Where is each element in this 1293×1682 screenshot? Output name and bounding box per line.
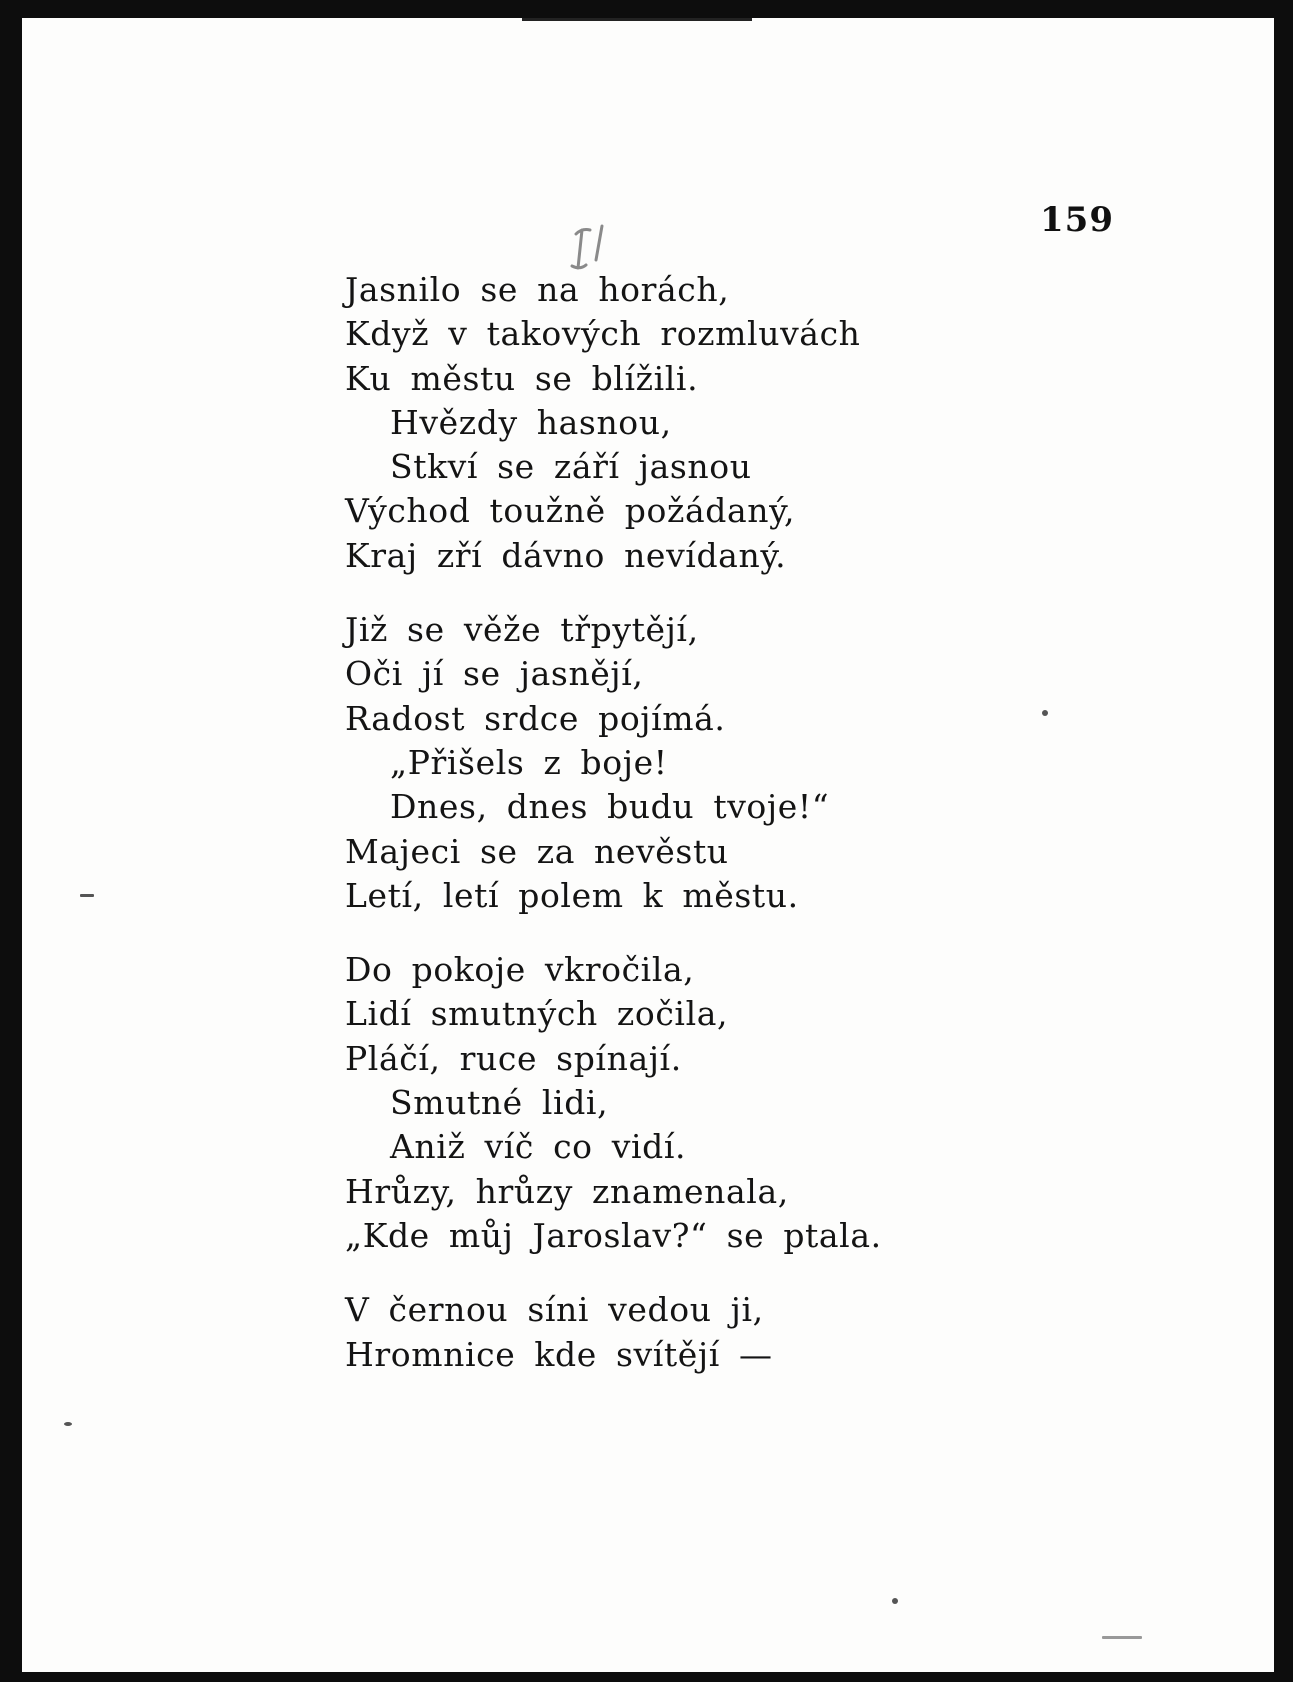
poem-line: Aniž víč co vidí.	[390, 1127, 687, 1167]
poem-line: Do pokoje vkročila,	[345, 950, 695, 990]
poem-line: Dnes, dnes budu tvoje!“	[390, 787, 830, 827]
poem-line: Ku městu se blížili.	[345, 358, 699, 398]
poem-line: Oči jí se jasnějí,	[345, 654, 644, 694]
poem-line: „Přišels z boje!	[390, 742, 668, 782]
scan-speck	[64, 1422, 72, 1426]
poem-line: Hrůzy, hrůzy znamenala,	[345, 1171, 789, 1211]
page-number: 159	[1040, 200, 1114, 240]
poem-line: Stkví se září jasnou	[390, 447, 752, 487]
top-edge-rule	[522, 18, 752, 21]
stanza	[345, 268, 882, 578]
poem-line: Východ toužně požádaný,	[345, 491, 796, 531]
poem-line: Letí, letí polem k městu.	[345, 875, 799, 915]
poem-line: Radost srdce pojímá.	[345, 698, 726, 738]
poem-line: Když v takových rozmluvách	[345, 314, 861, 354]
poem-line: Jasnilo se na horách,	[345, 270, 730, 309]
stanza	[345, 608, 882, 918]
poem-line: Pláčí, ruce spínají.	[345, 1038, 682, 1078]
poem-text	[345, 268, 882, 1407]
scan-speck	[1042, 710, 1048, 716]
poem-line: Lidí smutných zočila,	[345, 994, 729, 1034]
stanza	[345, 1288, 882, 1377]
book-page	[22, 18, 1274, 1672]
poem-line: Majeci se za nevěstu	[345, 831, 729, 871]
stanza	[345, 948, 882, 1258]
poem-line: Smutné lidi,	[390, 1083, 609, 1123]
poem-line: V černou síni vedou ji,	[345, 1290, 764, 1330]
poem-line: Již se věže třpytějí,	[345, 610, 699, 650]
poem-line: Hvězdy hasnou,	[390, 402, 672, 442]
scan-speck	[1102, 1636, 1142, 1639]
poem-line: Hromnice kde svítějí —	[345, 1334, 773, 1374]
scan-speck	[892, 1598, 898, 1604]
poem-line: „Kde můj Jaroslav?“ se ptala.	[345, 1215, 882, 1255]
scan-speck	[80, 894, 94, 897]
poem-line: Kraj zří dávno nevídaný.	[345, 535, 787, 575]
